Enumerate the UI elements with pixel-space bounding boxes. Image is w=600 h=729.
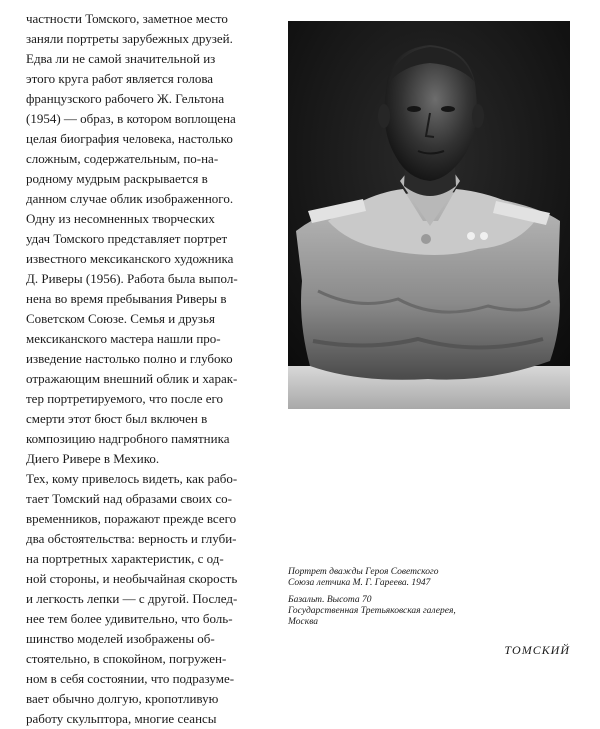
caption-title: Портрет дважды Героя Советского Союза летчика М. Г. Гареева. 1947 [288, 567, 439, 588]
figure-caption [288, 567, 568, 628]
article-text-column [26, 9, 264, 729]
paragraph: Тех, кому привелось видеть, как рабо- тает Томский над образами своих со- временников, поражают прежде всего два обстоятельства: верность и глуби- на портретных характеристик, с од- ной стороны, и необычайная скорость и легкость лепки — с другой. Послед- нее тем более удивительно, что боль- шинство моделей изображены об- стоятельно, в спокойном, погружен- ном в себя состоянии, что подразуме- вает обычно долгую, кропотливую работу скульптора, многие сеансы [26, 471, 238, 726]
caption-details: Базальт. Высота 70 Государственная Третьяковская галерея, Москва [288, 595, 456, 627]
bust-image [288, 21, 570, 409]
running-head: ТОМСКИЙ [504, 643, 570, 657]
paragraph: частности Томского, заметное место заняли портреты зарубежных друзей. Едва ли не самой значительной из этого круга работ является голова французского рабочего Ж. Гельтона (1954) — образ, в котором воплощена целая биография человека, настолько сложным, содержательным, по-на- родному мудрым раскрывается в данном случае облик изображенного. Одну из несомненных творческих удач Томского представляет портрет известного мексиканского художника Д. Риверы (1956). Работа была выпол- нена во время пребывания Риверы в Советском Союзе. Семья и друзья мексиканского мастера нашли про- изведение настолько полно и глубоко отражающим внешний облик и харак- тер портретируемого, что после его смерти этот бюст был включен в композицию надгробного памятника Диего Ривере в Мехико. [26, 11, 238, 466]
sculpture-photograph [288, 21, 570, 409]
